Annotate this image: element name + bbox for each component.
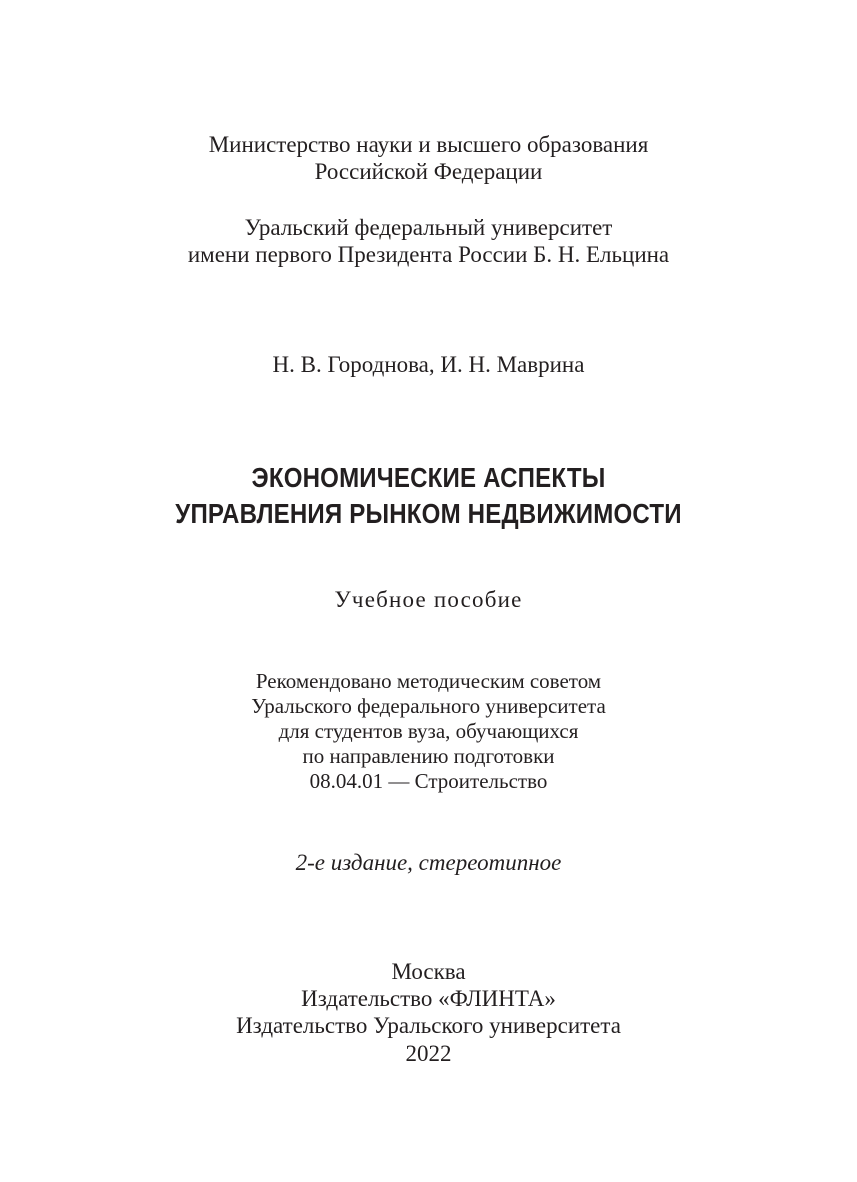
recommendation-line-1: Рекомендовано методическим советом	[255, 669, 602, 693]
authors: Н. В. Городнова, И. Н. Маврина	[272, 352, 585, 377]
imprint-publisher-2: Издательство Уральского университета	[236, 1013, 621, 1038]
recommendation-line-2: Уральского федерального университета	[251, 694, 606, 718]
recommendation-line-5: 08.04.01 — Строительство	[309, 769, 548, 793]
book-title-line-2: УПРАВЛЕНИЯ РЫНКОМ НЕДВИЖИМОСТИ	[175, 498, 682, 529]
edition: 2-е издание, стереотипное	[295, 850, 562, 875]
university-line-1: Уральский федеральный университет	[244, 215, 613, 240]
book-title-line-1: ЭКОНОМИЧЕСКИЕ АСПЕКТЫ	[251, 462, 606, 493]
book-type: Учебное пособие	[334, 587, 523, 612]
ministry-line-1: Министерство науки и высшего образования	[208, 132, 649, 157]
university-line-2: имени первого Президента России Б. Н. Ельцина	[187, 242, 670, 267]
recommendation-line-3: для студентов вуза, обучающихся	[278, 719, 579, 743]
recommendation-line-4: по направлению подготовки	[302, 744, 555, 768]
imprint-city: Москва	[391, 959, 466, 984]
imprint-year: 2022	[405, 1041, 452, 1066]
imprint-publisher-1: Издательство «ФЛИНТА»	[301, 986, 556, 1011]
ministry-line-2: Российской Федерации	[314, 159, 543, 184]
